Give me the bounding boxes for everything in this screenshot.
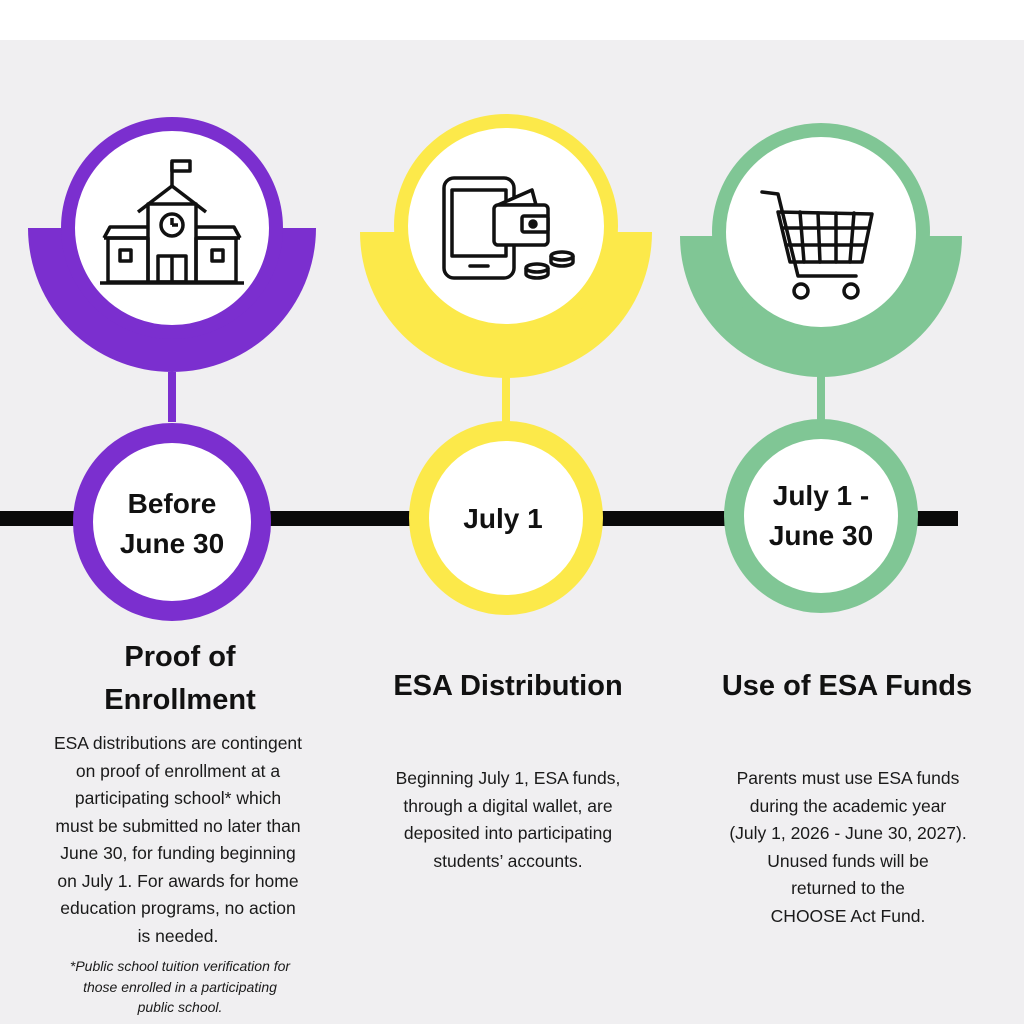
step-1-desc-line: June 30, for funding beginning <box>60 843 296 863</box>
step-2-title <box>358 665 658 708</box>
step-3-title-line-1: Use of ESA Funds <box>721 670 973 702</box>
step-2-date-label <box>423 499 583 539</box>
step-2-desc-line: students’ accounts. <box>433 850 583 871</box>
step-3-date-label <box>741 476 901 556</box>
step-3-date-line-1: July 1 - <box>772 480 870 511</box>
step-3-title <box>688 665 1006 708</box>
step-3-connector <box>817 375 825 420</box>
step-3-desc-line: returned to the <box>791 878 905 898</box>
step-2-description <box>358 765 658 875</box>
footnote-line: *Public school tuition verification for <box>69 958 291 974</box>
step-1-desc-line: education programs, no action <box>60 898 296 918</box>
step-1-desc-line: participating school* which <box>74 788 282 808</box>
step-1-icon-circle <box>68 124 276 332</box>
step-1-footnote <box>30 956 330 1018</box>
step-3-desc-line: Parents must use ESA funds <box>736 768 960 788</box>
step-1-description <box>20 730 336 950</box>
step-3-desc-line: during the academic year <box>749 795 947 816</box>
step-2-connector <box>502 374 510 422</box>
step-2-desc-line: through a digital wallet, are <box>403 795 613 816</box>
step-1-desc-line: ESA distributions are contingent <box>53 733 303 753</box>
step-2-desc-line: deposited into participating <box>403 823 613 843</box>
step-3-description <box>690 765 1006 930</box>
step-1-title-line-1: Proof of <box>124 641 236 673</box>
step-3-icon-circle <box>719 130 923 334</box>
step-1-date-line-1: Before <box>127 488 217 519</box>
step-1-desc-line: must be submitted no later than <box>55 815 301 836</box>
step-1-title <box>60 636 300 722</box>
step-2-title-line-1: ESA Distribution <box>393 670 623 702</box>
step-3-desc-line: Unused funds will be <box>767 850 929 871</box>
step-3-desc-line: (July 1, 2026 - June 30, 2027). <box>729 823 967 843</box>
footnote-line: public school. <box>137 999 223 1015</box>
step-1-title-line-2: Enrollment <box>104 684 256 716</box>
step-1-desc-line: on proof of enrollment at a <box>75 760 281 781</box>
step-2-date-line-1: July 1 <box>463 503 543 534</box>
step-2-desc-line: Beginning July 1, ESA funds, <box>395 768 621 788</box>
step-3-date-line-2: June 30 <box>768 520 874 551</box>
step-1-desc-line: on July 1. For awards for home <box>57 870 299 891</box>
step-3-desc-line: CHOOSE Act Fund. <box>770 905 926 926</box>
step-1-date-label <box>92 484 252 564</box>
step-1-connector <box>168 372 176 422</box>
step-1-desc-line: is needed. <box>137 925 219 946</box>
step-1-date-line-2: June 30 <box>119 528 225 559</box>
footnote-line: those enrolled in a participating <box>83 978 277 995</box>
